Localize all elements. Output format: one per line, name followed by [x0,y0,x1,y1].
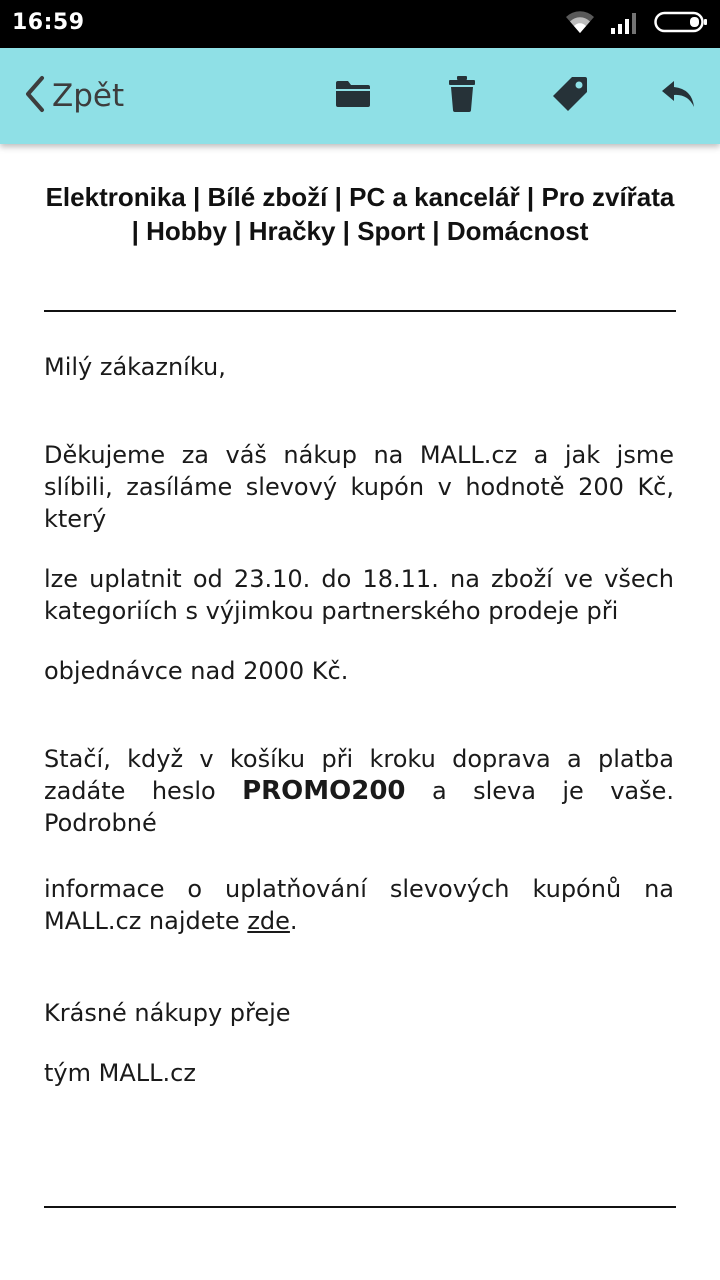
category-nav [44,180,676,248]
category-link-hracky[interactable]: Hračky [248,216,336,246]
category-separator: | [327,182,350,212]
delete-button[interactable] [438,72,486,120]
closing: Krásné nákupy přeje [44,999,291,1027]
category-separator: | [335,216,358,246]
tag-icon [551,75,589,117]
category-separator: | [185,182,208,212]
paragraph-min-order: objednávce nad 2000 Kč. [44,657,349,685]
info-text-end: . [289,907,298,935]
category-link-domacnost[interactable]: Domácnost [446,216,589,246]
back-label: Zpět [52,78,125,114]
paragraph-validity: lze uplatnit od 23.10. do 18.11. na zboží ve všech kategoriích s výjimkou partnerského prodeje při [44,565,674,625]
promo-code: PROMO200 [242,776,406,806]
category-link-elektronika[interactable]: Elektronika [45,182,186,212]
category-separator: | [226,216,249,246]
category-separator: | [519,182,542,212]
chevron-left-icon [22,74,48,118]
category-link-hobby[interactable]: Hobby [146,216,227,246]
trash-icon [448,76,476,116]
status-icons [564,10,708,38]
greeting: Milý zákazníku, [44,353,226,381]
label-button[interactable] [546,72,594,120]
reply-button[interactable] [654,72,702,120]
category-separator: | [425,216,447,246]
folder-icon [335,79,371,113]
category-separator: | [131,216,147,246]
paragraph-thanks: Děkujeme za váš nákup na MALL.cz a jak jsme slíbili, zasíláme slevový kupón v hodnotě 200 Kč, který [44,441,674,533]
divider-bottom [44,1206,676,1208]
category-link-pro-zvirata[interactable]: Pro zvířata [541,182,675,212]
category-link-sport[interactable]: Sport [357,216,426,246]
battery-icon [654,10,708,38]
info-text: informace o uplatňování slevových kupónů na MALL.cz najdete [44,875,674,935]
instructions-text-start: Stačí, když v košíku při kroku doprava a platba zadáte heslo [44,745,674,805]
wifi-icon [564,9,596,39]
instructions-text-end: a sleva je vaše. Podrobné [44,777,674,837]
reply-icon [660,79,696,113]
status-time: 16:59 [12,10,85,35]
status-bar [0,0,720,48]
divider-top [44,310,676,312]
move-to-folder-button[interactable] [329,72,377,120]
paragraph-info [44,873,674,937]
category-link-bile-zbozi[interactable]: Bílé zboží [207,182,328,212]
info-link-zde[interactable]: zde [247,907,290,935]
paragraph-instructions [44,743,674,839]
app-bar [0,48,720,144]
category-link-pc-a-kancelar[interactable]: PC a kancelář [349,182,520,212]
signal-icon [610,10,640,38]
signature: tým MALL.cz [44,1059,196,1087]
back-button[interactable] [22,72,124,120]
